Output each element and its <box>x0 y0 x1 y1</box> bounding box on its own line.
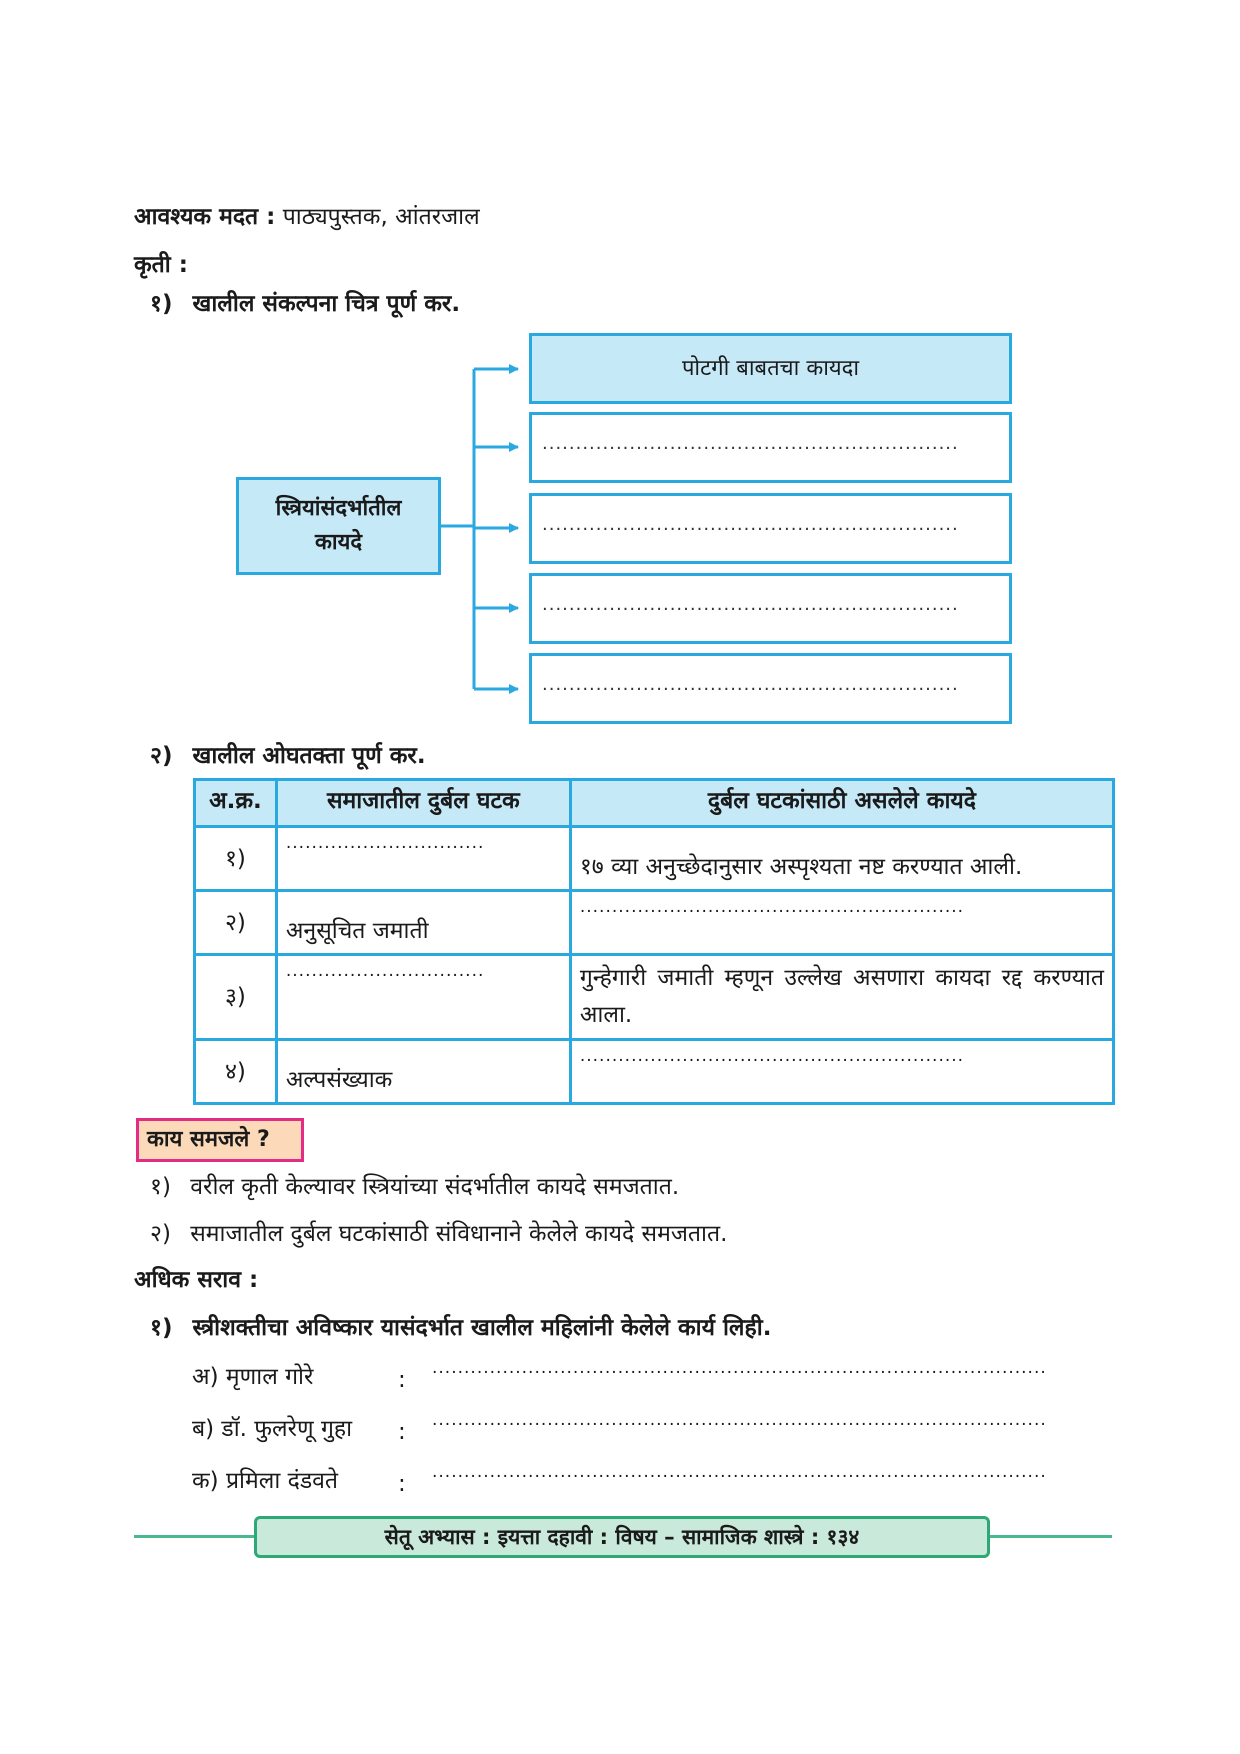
header-laws: दुर्बल घटकांसाठी असलेले कायदे <box>570 780 1113 827</box>
woman-colon-3: : <box>398 1471 406 1497</box>
row1-group[interactable]: ............................... <box>276 827 570 891</box>
woman-colon-1: : <box>398 1367 406 1393</box>
map-box-4-dots: .............................................................. <box>542 594 959 615</box>
understood-item <box>150 1219 727 1249</box>
row3-law: गुन्हेगारी जमाती म्हणून उल्लेख असणारा कायदा रद्द करण्यात आला. <box>570 955 1113 1040</box>
row1-num: १) <box>195 827 277 891</box>
footer-line-left <box>134 1535 254 1538</box>
practice-heading <box>150 1313 771 1343</box>
row4-num: ४) <box>195 1040 277 1104</box>
practice-text: स्त्रीशक्तीचा अविष्कार यासंदर्भात खालील महिलांनी केलेले कार्य लिही. <box>192 1315 772 1341</box>
map-box-2-dots: .............................................................. <box>542 433 959 454</box>
map-box-3-dots: .............................................................. <box>542 514 959 535</box>
row4-group: अल्पसंख्याक <box>276 1040 570 1104</box>
understood-item-2-text: समाजातील दुर्बल घटकांसाठी संविधानाने केलेले कायदे समजतात. <box>190 1221 728 1247</box>
table-row <box>195 827 1114 891</box>
header-weaker-section: समाजातील दुर्बल घटक <box>276 780 570 827</box>
map-box-3[interactable] <box>529 493 1012 564</box>
help-value: पाठ्यपुस्तक, आंतरजाल <box>282 204 480 230</box>
task2-text: खालील ओघतक्ता पूर्ण कर. <box>192 743 426 769</box>
table-header-row <box>195 780 1114 827</box>
help-label: आवश्यक मदत : <box>134 204 276 230</box>
map-box-5-dots: .............................................................. <box>542 674 959 695</box>
row4-law[interactable]: ............................................................ <box>570 1040 1113 1104</box>
row3-num: ३) <box>195 955 277 1040</box>
row2-num: २) <box>195 891 277 955</box>
understood-badge: काय समजले ? <box>136 1118 304 1162</box>
practice-num: १) <box>150 1315 173 1341</box>
map-box-1-text: पोटगी बाबतचा कायदा <box>681 356 860 381</box>
task2-heading <box>150 741 426 771</box>
woman-answer-1[interactable]: ................................................................................................ <box>432 1358 1047 1378</box>
map-box-1 <box>529 333 1012 404</box>
task1-num: १) <box>150 291 173 317</box>
map-box-2[interactable] <box>529 412 1012 483</box>
table-row <box>195 891 1114 955</box>
laws-table <box>193 778 1115 1105</box>
center-line2: कायदे <box>314 530 363 555</box>
task1-text: खालील संकल्पना चित्र पूर्ण कर. <box>192 291 461 317</box>
understood-item-2-num: २) <box>150 1221 171 1247</box>
center-line1: स्त्रियांसंदर्भातील <box>275 496 402 521</box>
footer-box: सेतू अभ्यास : इयत्ता दहावी : विषय – सामाजिक शास्त्रे : १३४ <box>254 1516 990 1558</box>
map-box-5[interactable] <box>529 653 1012 724</box>
woman-answer-2[interactable]: ................................................................................................ <box>432 1410 1047 1430</box>
understood-item-1-text: वरील कृती केल्यावर स्त्रियांच्या संदर्भातील कायदे समजतात. <box>190 1174 680 1200</box>
row3-group[interactable]: ............................... <box>276 955 570 1040</box>
row2-group: अनुसूचित जमाती <box>276 891 570 955</box>
table-row <box>195 955 1114 1040</box>
practice-label: अधिक सराव : <box>134 1267 259 1293</box>
task2-num: २) <box>150 743 173 769</box>
row2-law[interactable]: ............................................................ <box>570 891 1113 955</box>
understood-item <box>150 1172 679 1202</box>
woman-answer-3[interactable]: ................................................................................................ <box>432 1462 1047 1482</box>
understood-item-1-num: १) <box>150 1174 171 1200</box>
activity-label: कृती : <box>134 252 188 278</box>
woman-name-1: अ) मृणाल गोरे <box>192 1364 314 1390</box>
table-row <box>195 1040 1114 1104</box>
woman-colon-2: : <box>398 1419 406 1445</box>
header-serial: अ.क्र. <box>195 780 277 827</box>
woman-name-3: क) प्रमिला दंडवते <box>192 1468 339 1494</box>
footer-line-right <box>990 1535 1112 1538</box>
row1-law: १७ व्या अनुच्छेदानुसार अस्पृश्यता नष्ट करण्यात आली. <box>570 827 1113 891</box>
woman-name-2: ब) डॉ. फुलरेणू गुहा <box>192 1416 353 1442</box>
map-box-4[interactable] <box>529 573 1012 644</box>
